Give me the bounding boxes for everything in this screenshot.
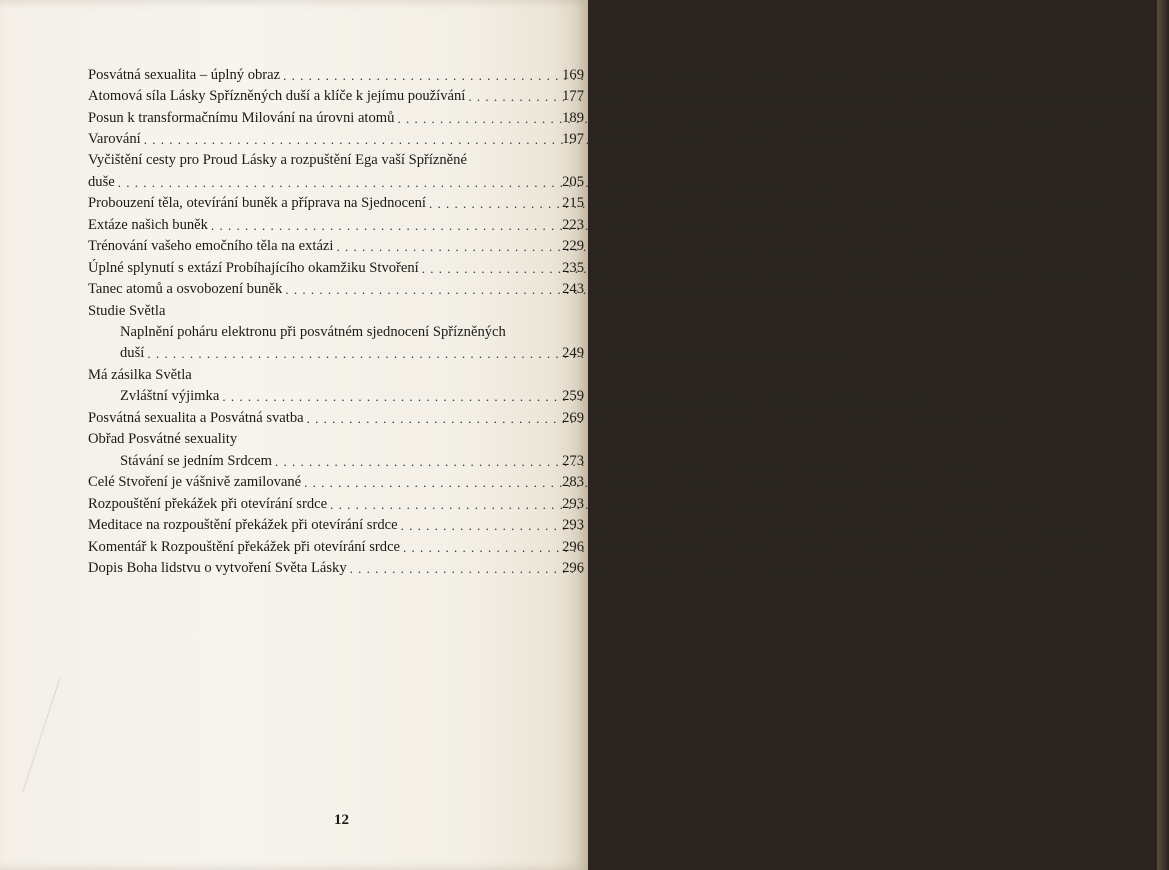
- toc-entry: [88, 491, 584, 513]
- toc-entry-page: 249: [562, 345, 584, 361]
- toc-entry-page: 177: [562, 88, 584, 104]
- toc-entry-page: 223: [562, 216, 584, 233]
- toc-section-heading: Studie Světla: [88, 302, 166, 319]
- toc-entry: [88, 212, 584, 234]
- dot-leader: [275, 454, 556, 470]
- toc-entry-page: 205: [562, 173, 584, 190]
- paper-crease: [22, 678, 89, 802]
- toc-entry: [88, 405, 584, 427]
- toc-entry: [88, 255, 584, 277]
- book-edge: [1157, 0, 1169, 870]
- toc-entry: [88, 448, 584, 470]
- dot-leader: [422, 261, 556, 277]
- toc-entry-title-line1: Naplnění poháru elektronu při posvátném sjednocení Spřízněných: [120, 323, 506, 340]
- toc-entry-title: Celé Stvoření je vášnivě zamilované: [88, 474, 302, 490]
- dot-leader: [397, 111, 556, 127]
- toc-entry-title: Varování: [88, 131, 141, 147]
- toc-entry-page: 269: [562, 409, 584, 426]
- dot-leader: [222, 389, 556, 405]
- toc-entry: [88, 513, 584, 535]
- toc-entry-page: 293: [562, 495, 584, 512]
- dot-leader: [350, 561, 556, 577]
- toc-entry-page: 197: [562, 131, 584, 147]
- toc-entry-page: 235: [562, 259, 584, 276]
- toc-entry: [88, 169, 584, 191]
- toc-entry-page: 229: [562, 238, 584, 254]
- toc-section-heading: Obřad Posvátné sexuality: [88, 431, 238, 447]
- toc-entry-title: Posun k transformačnímu Milování na úrovni atomů: [88, 109, 395, 126]
- toc-entry: [88, 384, 584, 406]
- toc-entry: [88, 534, 584, 556]
- dot-leader: [118, 175, 556, 191]
- toc-entry-title: Tanec atomů a osvobození buněk: [88, 281, 283, 297]
- dot-leader: [285, 282, 556, 298]
- toc-entry: [88, 127, 584, 149]
- toc-entry: [88, 470, 584, 492]
- toc-entry-page: 273: [562, 452, 584, 469]
- dot-leader: [283, 68, 556, 84]
- toc-entry-page: 215: [562, 195, 584, 211]
- toc-entry-title: Probouzení těla, otevírání buněk a příprava na Sjednocení: [88, 195, 426, 211]
- toc-entry-page: 169: [562, 66, 584, 83]
- toc-entry-title-line1: Vyčištění cesty pro Proud Lásky a rozpuštění Ega vaší Spřízněné: [88, 152, 467, 168]
- toc-entry-title-line2: duší: [120, 345, 145, 361]
- toc-entry: [88, 62, 584, 84]
- toc-entry: [88, 191, 584, 213]
- toc-entry-title: Komentář k Rozpouštění překážek při otevírání srdce: [88, 538, 401, 555]
- toc-entry-title: Meditace na rozpouštění překážek při otevírání srdce: [88, 517, 398, 533]
- toc-entry-title: Extáze našich buněk: [88, 216, 208, 233]
- toc-entry-title: Posvátná sexualita – úplný obraz: [88, 66, 281, 83]
- toc-entry-title: Trénování vašeho emočního těla na extázi: [88, 238, 334, 254]
- toc-entry-title: Rozpouštění překážek při otevírání srdce: [88, 495, 328, 512]
- toc-entry-page: 293: [562, 517, 584, 533]
- toc-entry-title: Atomová síla Lásky Spřízněných duší a klíče k jejímu používání: [88, 88, 466, 104]
- dot-leader: [403, 540, 556, 556]
- toc-entry-page: 296: [562, 560, 584, 576]
- table-of-contents: [88, 62, 584, 577]
- toc-entry: [88, 556, 584, 578]
- toc-entry-title: Úplné splynutí s extází Probíhajícího okamžiku Stvoření: [88, 259, 419, 276]
- toc-entry: [88, 84, 584, 106]
- toc-entry-title: Stávání se jedním Srdcem: [120, 452, 272, 469]
- toc-entry: [88, 341, 584, 363]
- toc-entry: [88, 277, 584, 299]
- dot-leader: [307, 411, 556, 427]
- toc-entry-page: 259: [562, 388, 584, 404]
- toc-entry-title: Dopis Boha lidstvu o vytvoření Světa Lásky: [88, 560, 347, 576]
- toc-entry-page: 283: [562, 474, 584, 490]
- dot-leader: [429, 196, 556, 212]
- toc-entry: [88, 234, 584, 256]
- dot-leader: [147, 346, 556, 362]
- dot-leader: [401, 518, 556, 534]
- dot-leader: [336, 239, 556, 255]
- page-number: 12: [334, 812, 349, 828]
- toc-entry: [88, 105, 584, 127]
- toc-entry-page: 243: [562, 281, 584, 297]
- dot-leader: [304, 475, 556, 491]
- dot-leader: [144, 132, 556, 148]
- dot-leader: [211, 218, 556, 234]
- toc-entry-title: Zvláštní výjimka: [120, 388, 220, 404]
- toc-entry-title: Posvátná sexualita a Posvátná svatba: [88, 409, 304, 426]
- dot-leader: [468, 89, 556, 105]
- dot-leader: [330, 497, 556, 513]
- toc-entry-page: 189: [562, 109, 584, 126]
- toc-entry-title-line2: duše: [88, 173, 115, 190]
- toc-section-heading: Má zásilka Světla: [88, 366, 192, 383]
- toc-entry-page: 296: [562, 538, 584, 555]
